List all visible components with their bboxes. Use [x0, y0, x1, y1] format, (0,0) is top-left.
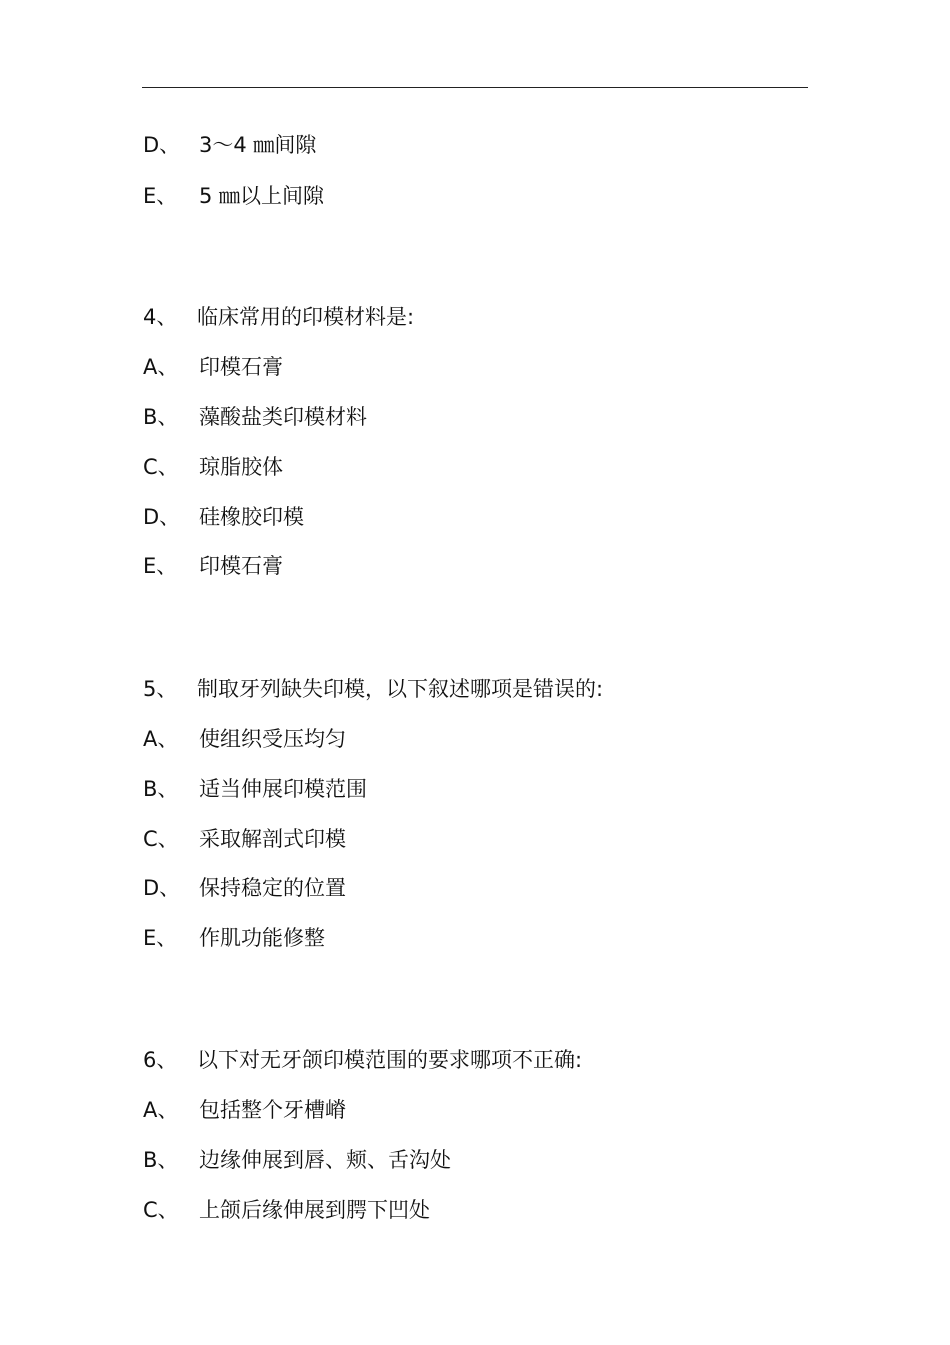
option-line	[143, 130, 316, 160]
option-line	[143, 873, 346, 903]
option-text: 边缘伸展到唇、颊、舌沟处	[199, 1148, 451, 1172]
question-text: 以下对无牙颌印模范围的要求哪项不正确:	[197, 1048, 583, 1072]
option-line	[143, 1145, 451, 1175]
question-number: 5、	[143, 677, 178, 701]
option-line	[143, 724, 346, 754]
option-text: 作肌功能修整	[199, 926, 325, 950]
option-text: 上颌后缘伸展到腭下凹处	[199, 1198, 430, 1222]
option-line	[143, 1195, 430, 1225]
question-line	[143, 302, 414, 332]
option-text: 印模石膏	[199, 355, 283, 379]
option-line	[143, 402, 367, 432]
option-marker: D、	[143, 133, 181, 157]
option-marker: C、	[143, 455, 179, 479]
option-line	[143, 551, 283, 581]
option-line	[143, 824, 346, 854]
option-marker: B、	[143, 1148, 179, 1172]
option-marker: B、	[143, 777, 179, 801]
option-marker: D、	[143, 505, 181, 529]
option-marker: A、	[143, 1098, 179, 1122]
option-text: 印模石膏	[199, 554, 283, 578]
option-line	[143, 502, 304, 532]
option-text: 硅橡胶印模	[199, 505, 304, 529]
option-text: 使组织受压均匀	[199, 727, 346, 751]
question-number: 4、	[143, 305, 178, 329]
question-text: 制取牙列缺失印模，以下叙述哪项是错误的:	[197, 677, 604, 701]
header-rule	[142, 87, 808, 88]
option-text: 适当伸展印模范围	[199, 777, 367, 801]
option-text: 藻酸盐类印模材料	[199, 405, 367, 429]
option-text: 包括整个牙槽嵴	[199, 1098, 346, 1122]
option-marker: D、	[143, 876, 181, 900]
option-marker: E、	[143, 184, 178, 208]
option-text: 采取解剖式印模	[199, 827, 346, 851]
question-line	[143, 674, 603, 704]
option-text: 保持稳定的位置	[199, 876, 346, 900]
option-line	[143, 352, 283, 382]
option-line	[143, 1095, 346, 1125]
option-line	[143, 774, 367, 804]
question-text: 临床常用的印模材料是:	[197, 305, 415, 329]
option-marker: B、	[143, 405, 179, 429]
question-line	[143, 1045, 582, 1075]
option-marker: A、	[143, 355, 179, 379]
option-marker: C、	[143, 1198, 179, 1222]
question-number: 6、	[143, 1048, 178, 1072]
option-marker: C、	[143, 827, 179, 851]
option-marker: E、	[143, 554, 178, 578]
option-line	[143, 923, 325, 953]
option-marker: A、	[143, 727, 179, 751]
option-marker: E、	[143, 926, 178, 950]
option-line	[143, 181, 324, 211]
option-line	[143, 452, 283, 482]
option-text: 琼脂胶体	[199, 455, 283, 479]
option-text: 3～4 ㎜间隙	[199, 133, 317, 157]
option-text: 5 ㎜以上间隙	[199, 184, 325, 208]
